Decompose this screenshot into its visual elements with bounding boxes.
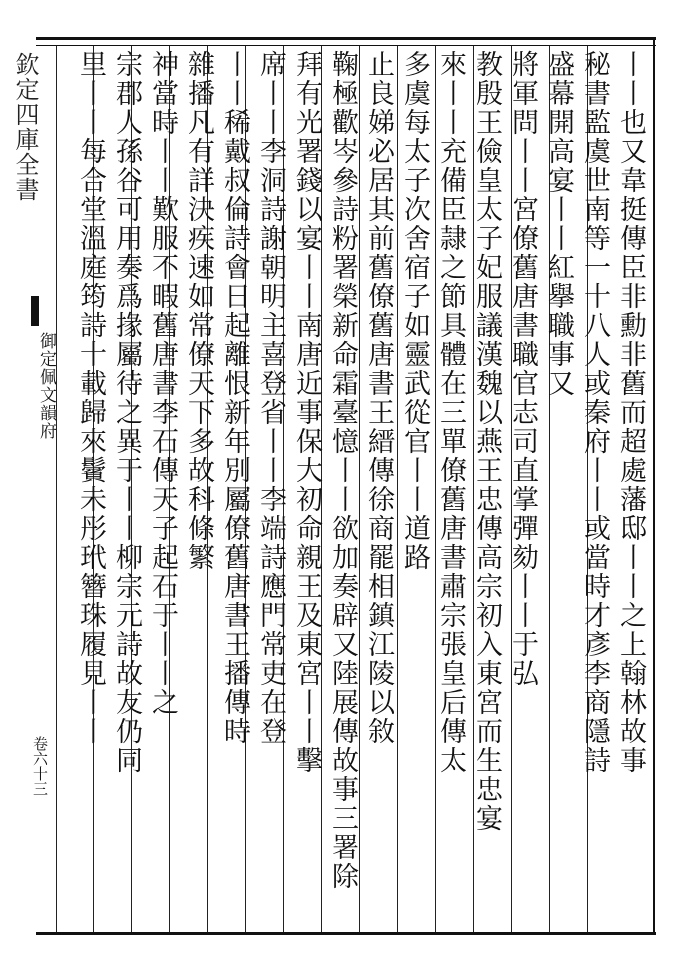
- fold-book-title: 御定佩文韻府: [36, 332, 56, 440]
- column-divider: [56, 46, 57, 932]
- text-column-13: 雜播凡有詳決疾速如常僚天下多故科條繁: [183, 50, 214, 572]
- top-border-inner: [36, 45, 656, 46]
- right-border: [653, 37, 655, 935]
- top-border-outer: [36, 37, 656, 40]
- text-column-12: 丨丨稀戴叔倫詩會日起離恨新年別屬僚舊唐書王播傳時: [219, 50, 250, 746]
- text-column-5: 教殷王儉皇太子妃服議漢魏以燕王忠傳高宗初入東宮而生忠宴: [471, 50, 502, 833]
- text-column-11: 席丨丨李洞詩謝朝明主喜登省丨丨李端詩應門常吏在登: [255, 50, 286, 746]
- text-column-14: 神當時丨丨歎服不暇舊唐書李石傳天子起石于丨丨之: [147, 50, 178, 717]
- text-column-9: 鞠極歡岑參詩粉署榮新命霜臺憶丨丨欲加奏辟又陸展傳故事三署除: [327, 50, 358, 891]
- text-column-10: 拜有光署錢以宴丨丨南唐近事保大初命親王及東宮丨丨擊: [291, 50, 322, 775]
- bottom-border: [36, 932, 656, 935]
- text-column-3: 盛幕開高宴丨丨紅擧職事又: [543, 50, 574, 398]
- text-column-2: 秘書監虞世南等一十八人或秦府丨丨或當時才彥李商隱詩: [579, 50, 610, 775]
- fold-header-text: 欽定四庫全書: [11, 52, 39, 202]
- text-column-1: 丨丨也又韋挺傳臣非勳非舊而超處藩邸丨丨之上翰林故事: [615, 50, 646, 775]
- fold-page-number: 卷六十三: [31, 736, 49, 796]
- text-column-8: 止良娣必居其前舊僚舊唐書王縉傳徐商罷相鎮江陵以敘: [363, 50, 394, 746]
- fold-black-mark: [31, 296, 39, 326]
- text-column-7: 多虞每太子次舍宿子如靈武從官丨丨道路: [399, 50, 430, 572]
- text-column-16: 里丨丨每合堂溫庭筠詩十載歸來鬢未彤玳簪珠履見丨丨: [75, 50, 106, 746]
- text-column-15: 宗郡人孫谷可用奏爲掾屬待之異于丨丨柳宗元詩故友仍同: [111, 50, 142, 775]
- text-column-6: 來丨丨充備臣隷之節具體在三單僚舊唐書肅宗張皇后傳太: [435, 50, 466, 775]
- text-column-4: 將軍問丨丨宮僚舊唐書職官志司直掌彈劾丨丨于弘: [507, 50, 538, 688]
